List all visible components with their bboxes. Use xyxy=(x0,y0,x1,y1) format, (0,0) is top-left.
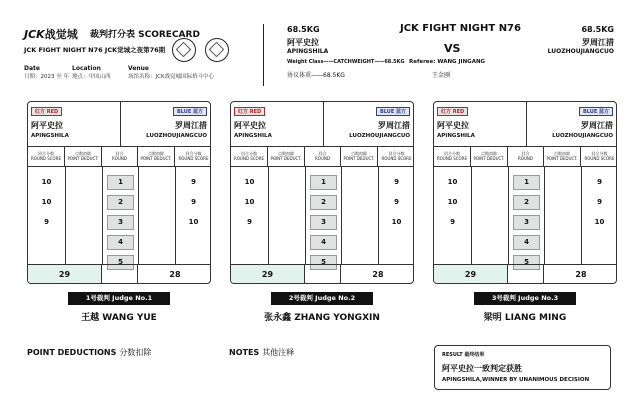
round-number: 3 xyxy=(310,215,337,230)
red-fighter-name: 阿平史拉 xyxy=(31,121,63,130)
header-point-deduct: 点数扣除 POINT DEDUCT. xyxy=(341,147,378,167)
location-value: 地点：中国山西 xyxy=(72,74,111,80)
blue-fighter-name: 罗周江措 xyxy=(581,121,613,130)
header-point-deduct: 点数扣除 POINT DEDUCT. xyxy=(65,147,102,167)
header-point-deduct: 点数扣除 POINT DEDUCT. xyxy=(268,147,305,167)
event-title: JCK FIGHT NIGHT N76 xyxy=(400,23,521,34)
red-weight: 68.5KG xyxy=(287,25,320,34)
round-number: 5 xyxy=(107,255,134,270)
judge-name: 梁明 LIANG MING xyxy=(483,313,567,323)
red-total: 29 xyxy=(28,265,102,284)
red-fighter-name: 阿平史拉 xyxy=(287,38,319,47)
header-round-score: 回合分数 ROUND SCORE xyxy=(178,151,209,161)
red-fighter-name-en: APINGSHILA xyxy=(234,133,272,139)
header-round: 回合 ROUND xyxy=(102,147,138,167)
totals-row xyxy=(434,264,616,284)
result-text-en: APINGSHILA,WINNER BY UNANIMOUS DECISION xyxy=(442,377,590,383)
judge-name: 王越 WANG YUE xyxy=(81,313,157,323)
blue-round-score: 10 xyxy=(188,218,199,226)
result-text-cn: 阿平史拉一致判定获胜 xyxy=(442,364,522,373)
blue-fighter-name: 罗周江措 xyxy=(175,121,207,130)
red-corner-badge: 红方 RED xyxy=(437,107,468,116)
header-round-score: 回合分数 ROUND SCORE xyxy=(231,147,268,167)
red-corner-badge: 红方 RED xyxy=(31,107,62,116)
location-label: Location xyxy=(72,65,101,72)
round-number: 5 xyxy=(513,255,540,270)
red-round-score: 9 xyxy=(247,218,252,226)
blue-round-score: 9 xyxy=(597,198,602,206)
emblem-icon xyxy=(172,38,196,62)
red-round-score: 10 xyxy=(447,178,458,186)
round-number: 3 xyxy=(513,215,540,230)
blue-fighter-name-en: LUOZHOUJIANGCUO xyxy=(552,133,613,139)
blue-total: 28 xyxy=(372,270,384,279)
totals-row xyxy=(231,264,413,284)
blue-weight: 68.5KG xyxy=(581,25,614,34)
result-label: RESULT 最终结果 xyxy=(442,352,485,358)
header-round-score: 回合分数 ROUND SCORE xyxy=(381,151,412,161)
round-number: 3 xyxy=(107,215,134,230)
result-box xyxy=(434,345,611,390)
grid-header xyxy=(28,147,210,167)
header-round-score: 回合分数 ROUND SCORE xyxy=(584,151,615,161)
venue-value: 场馆名称：JCK战觉城国际格斗中心 xyxy=(128,74,215,80)
page-title: 裁判打分表 SCORECARD xyxy=(90,30,200,40)
header-divider xyxy=(263,24,264,86)
notes-heading: NOTES 其他注释 xyxy=(229,348,295,357)
red-fighter-name-en: APINGSHILA xyxy=(31,133,69,139)
round-number: 4 xyxy=(513,235,540,250)
venue-label: Venue xyxy=(128,65,149,72)
date-label: Date xyxy=(24,65,40,72)
red-round-score: 10 xyxy=(41,178,52,186)
red-round-score: 10 xyxy=(447,198,458,206)
blue-total: 28 xyxy=(575,270,587,279)
grid-header xyxy=(231,147,413,167)
blue-fighter-name: 罗周江措 xyxy=(378,121,410,130)
round-number: 5 xyxy=(310,255,337,270)
header-point-deduct: 点数扣除 POINT DEDUCT. xyxy=(471,147,508,167)
round-number: 4 xyxy=(107,235,134,250)
judge-label: 3号裁判 Judge No.3 xyxy=(474,292,576,305)
red-fighter-name: 阿平史拉 xyxy=(437,121,469,130)
red-fighter-name-en: APINGSHILA xyxy=(287,48,329,55)
blue-fighter-name-en: LUOZHOUJIANGCUO xyxy=(349,133,410,139)
round-rows xyxy=(231,167,413,264)
card-fighters xyxy=(434,102,616,147)
blue-round-score: 9 xyxy=(191,198,196,206)
judge-label: 2号裁判 Judge No.2 xyxy=(271,292,373,305)
header-round-score: 回合分数 ROUND SCORE xyxy=(28,147,65,167)
blue-fighter-name-en: LUOZHOUJIANGCUO xyxy=(146,133,207,139)
blue-corner-badge: BLUE 蓝方 xyxy=(173,107,207,116)
totals-row xyxy=(28,264,210,284)
blue-corner-badge: BLUE 蓝方 xyxy=(579,107,613,116)
weight-class: Weight Class——CATCHWEIGHT——68.5KG xyxy=(287,59,405,65)
card-fighters xyxy=(231,102,413,147)
header-round-score: 回合分数 ROUND SCORE xyxy=(434,147,471,167)
header-round: 回合 ROUND xyxy=(305,147,341,167)
point-deductions-heading: POINT DEDUCTIONS 分数扣除 xyxy=(27,348,152,357)
blue-corner-badge: BLUE 蓝方 xyxy=(376,107,410,116)
referee-label: Referee: WANG JINGANG xyxy=(409,59,486,65)
red-round-score: 10 xyxy=(244,178,255,186)
blue-round-score: 10 xyxy=(391,218,402,226)
round-number: 4 xyxy=(310,235,337,250)
round-number: 2 xyxy=(513,195,540,210)
emblem-icon xyxy=(205,38,229,62)
judge-name: 张永鑫 ZHANG YONGXIN xyxy=(264,313,380,323)
round-number: 1 xyxy=(513,175,540,190)
header-round: 回合 ROUND xyxy=(508,147,544,167)
judge-card xyxy=(27,101,211,284)
date-value: 日期：2023 至 年 xyxy=(24,74,69,80)
round-number: 1 xyxy=(107,175,134,190)
blue-fighter-name-en: LUOZHOUJIANGCUO xyxy=(547,48,614,55)
blue-round-score: 9 xyxy=(394,178,399,186)
brand-logo: JCK战觉城 xyxy=(24,28,78,41)
red-total: 29 xyxy=(231,265,305,284)
round-rows xyxy=(434,167,616,264)
grid-header xyxy=(434,147,616,167)
vs-label: VS xyxy=(444,42,461,55)
referee-name: 王金刚 xyxy=(432,72,451,79)
red-fighter-name-en: APINGSHILA xyxy=(437,133,475,139)
red-fighter-name: 阿平史拉 xyxy=(234,121,266,130)
round-rows xyxy=(28,167,210,264)
red-corner-badge: 红方 RED xyxy=(234,107,265,116)
judge-label: 1号裁判 Judge No.1 xyxy=(68,292,170,305)
red-round-score: 9 xyxy=(450,218,455,226)
round-number: 2 xyxy=(107,195,134,210)
red-round-score: 10 xyxy=(244,198,255,206)
header-point-deduct: 点数扣除 POINT DEDUCT. xyxy=(138,147,175,167)
event-subtitle: JCK FIGHT NIGHT N76 JCK觉城之夜第76期 xyxy=(24,46,166,54)
blue-round-score: 9 xyxy=(394,198,399,206)
header-point-deduct: 点数扣除 POINT DEDUCT. xyxy=(544,147,581,167)
blue-round-score: 10 xyxy=(594,218,605,226)
blue-round-score: 9 xyxy=(191,178,196,186)
judge-card xyxy=(230,101,414,284)
blue-round-score: 9 xyxy=(597,178,602,186)
blue-fighter-name: 罗周江措 xyxy=(582,38,614,47)
round-number: 2 xyxy=(310,195,337,210)
blue-total: 28 xyxy=(169,270,181,279)
agreed-weight: 协议体重——68.5KG xyxy=(287,72,345,79)
card-fighters xyxy=(28,102,210,147)
round-number: 1 xyxy=(310,175,337,190)
red-round-score: 10 xyxy=(41,198,52,206)
red-total: 29 xyxy=(434,265,508,284)
red-round-score: 9 xyxy=(44,218,49,226)
judge-card xyxy=(433,101,617,284)
